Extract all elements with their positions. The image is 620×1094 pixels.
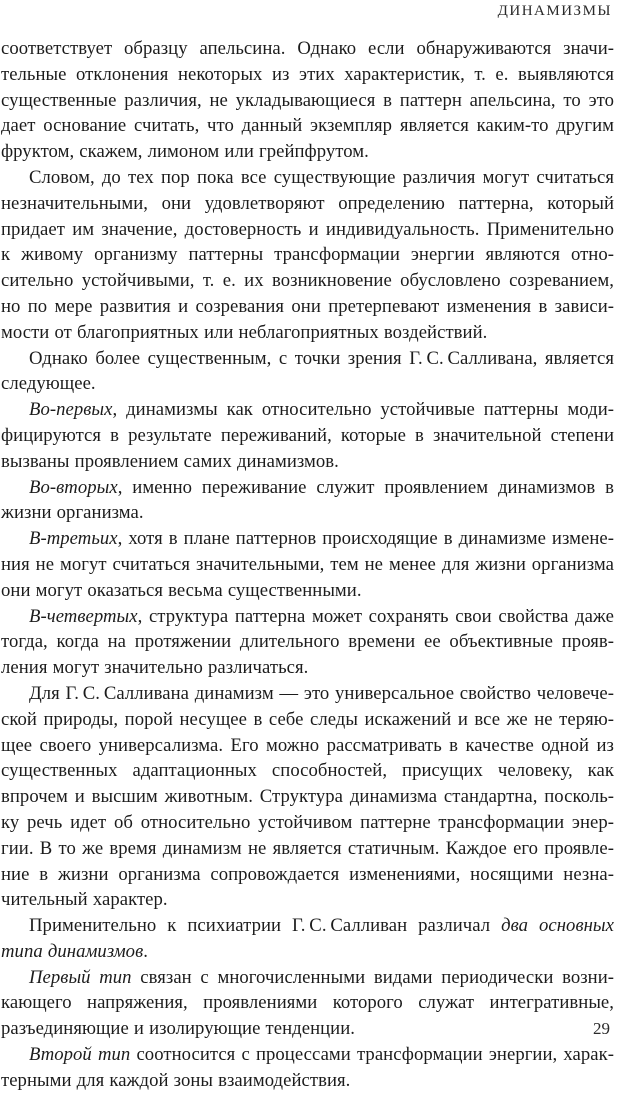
paragraph-text: Для Г. С. Салливана динамизм — это универсальное свойство человеческой природы, порой несущее в себе следы искажений и все же не теряющее своего универсализма. Его можно рассматривать в качестве одной из существенных адаптационных способностей, присущих человеку, как впрочем и высшим животным. Структура динамизма стандартна, поскольку речь идет об относительно устойчивом паттерне трансформации энергии. В то же время динамизм не является статичным. Каждое его проявление в жизни организма сопровождается изменениями, носящими незначительный характер. [1,682,614,911]
paragraph-emphasis-italic: два основных типа динамизмов [1,915,614,962]
paragraph-text: , динамизмы как относительно устойчивые паттерны модифицируются в результате переживаний, которые в значительной степени вызваны проявлением самих динамизмов. [1,399,614,472]
paragraph-lead-italic: Первый тип [29,966,132,988]
paragraph-9 [1,913,614,965]
paragraph-5 [1,475,614,527]
paragraph-tail: . [143,940,148,962]
paragraph-text: Однако более существенным, с точки зрения Г. С. Салливана, является следующее. [1,347,614,395]
paragraph-lead-italic: Второй тип [29,1044,131,1066]
paragraph-2 [1,165,614,346]
paragraph-11 [1,1042,614,1094]
paragraph-8 [1,681,614,913]
paragraph-text: , хотя в плане паттернов происходящие в динамизме изменения не могут считаться значительными, тем не менее для жизни организма они могут оказаться весьма существенными. [1,528,614,601]
paragraph-lead-italic: Во-вторых [29,476,118,498]
paragraph-10 [1,965,614,1042]
paragraph-4 [1,397,614,474]
paragraph-7 [1,604,614,681]
running-header: ДИНАМИЗМЫ [497,3,612,19]
paragraph-lead-italic: Во-первых [29,399,113,421]
paragraph-6 [1,526,614,603]
page-number: 29 [593,1019,610,1038]
paragraph-text: Применительно к психиатрии Г. С. Салливан различал [29,915,502,937]
paragraph-text: связан с многочисленными видами периодически возникающего напряжения, проявлениями которого служат интегративные, разъединяющие и изолирующие тенденции. [1,966,614,1040]
paragraph-1 [1,36,614,165]
paragraph-text: соответствует образцу апельсина. Однако если обнаруживаются значительные отклонения некоторых из этих характеристик, т. е. выявляются существенные различия, не укладывающиеся в паттерн апельсина, то это дает основание считать, что данный экземпляр является каким-то другим фруктом, скажем, лимоном или грейпфрутом. [1,38,614,163]
body-text [1,36,614,1094]
paragraph-3 [1,346,614,398]
paragraph-lead-italic: В-четвертых [29,605,138,627]
paragraph-text: соотносится с процессами трансформации энергии, характерными для каждой зоны взаимодействия. [1,1044,614,1091]
paragraph-lead-italic: В-третьих [29,528,118,550]
paragraph-text: Словом, до тех пор пока все существующие различия могут считаться незначительными, они удовлетворяют определению паттерна, который придает им значение, достоверность и индивидуальность. Применительно к живому организму паттерны трансформации энергии являются относительно устойчивыми, т. е. их возникновение обусловлено созреванием, но по мере развития и созревания они претерпевают изменения в зависимости от благоприятных или неблагоприятных воздействий. [1,166,614,343]
paragraph-text: , именно переживание служит проявлением динамизмов в жизни организма. [1,476,614,524]
paragraph-text: , структура паттерна может сохранять свои свойства даже тогда, когда на протяжении длительного времени ее объективные проявления могут значительно различаться. [1,605,614,679]
